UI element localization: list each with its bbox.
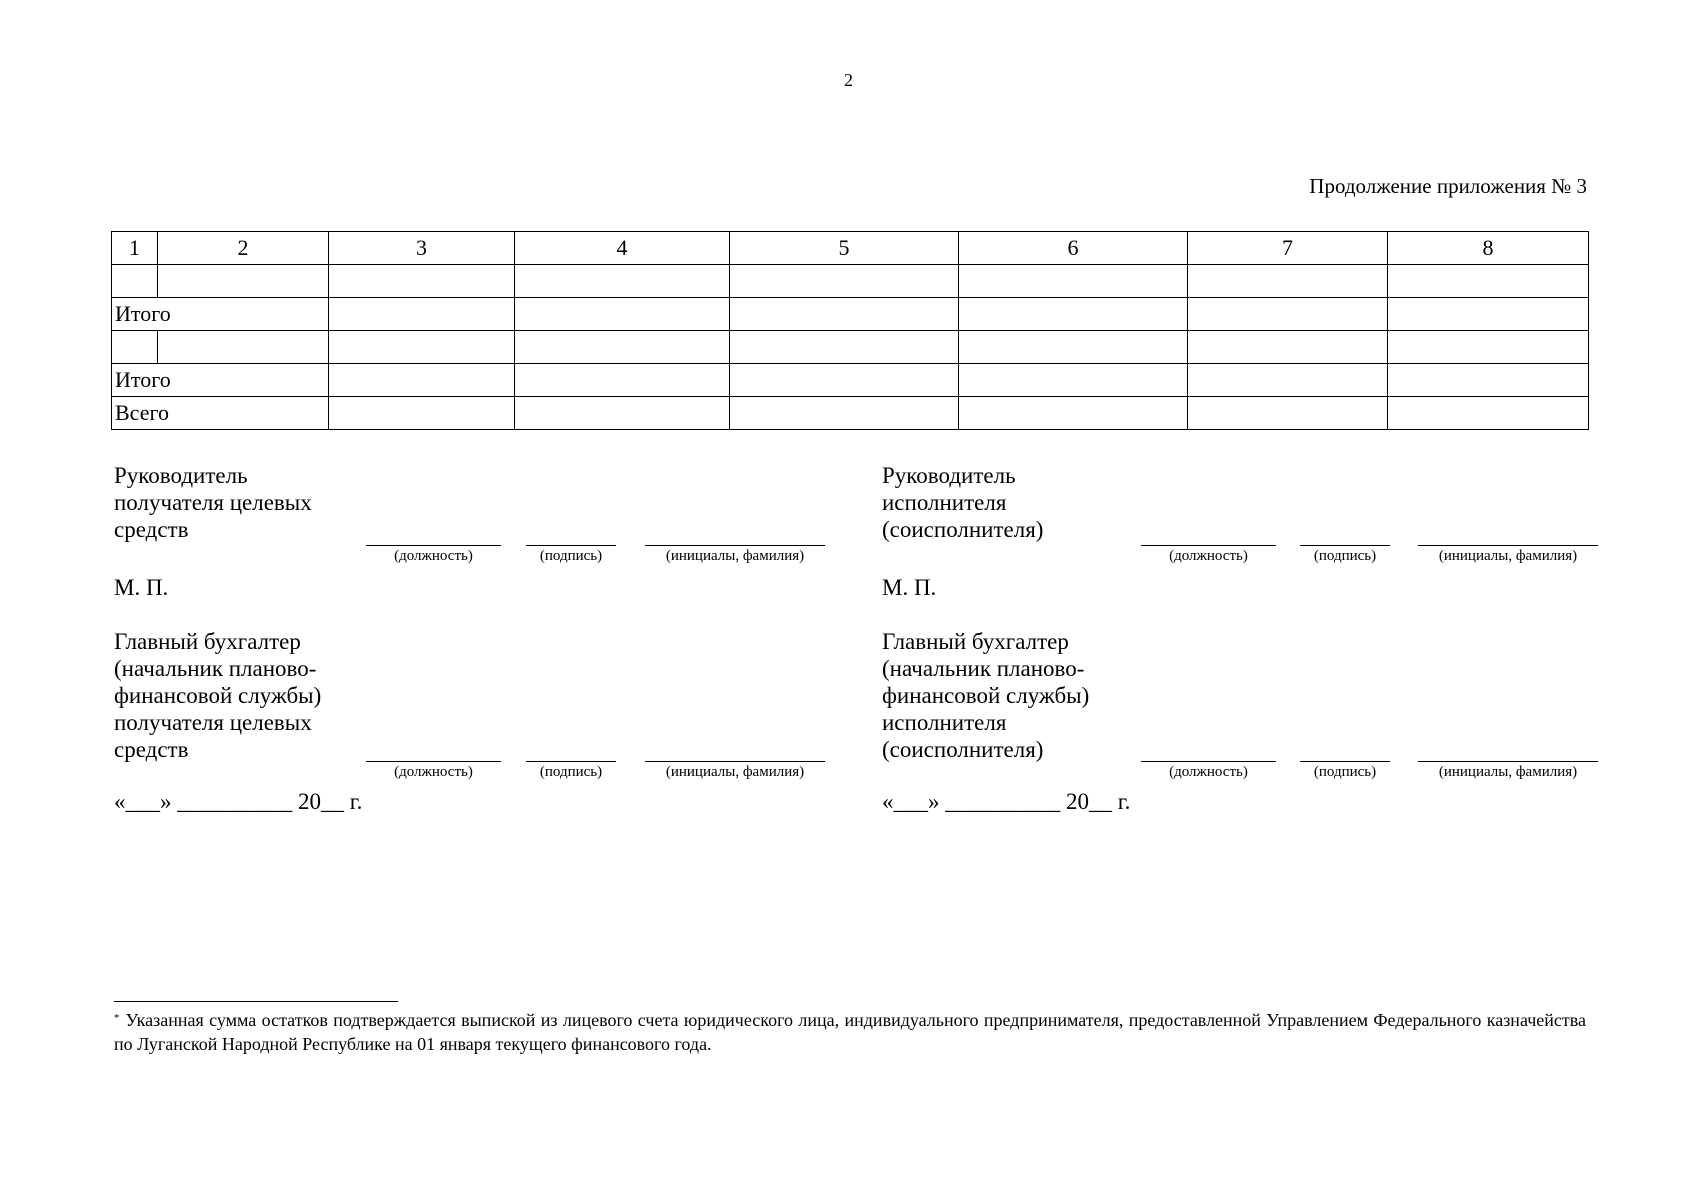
position-caption: (должность) — [1169, 548, 1248, 564]
report-table — [111, 231, 1589, 430]
table-cell[interactable] — [730, 265, 959, 298]
table-cell[interactable] — [959, 298, 1188, 331]
position-line[interactable] — [1141, 545, 1276, 546]
name-line[interactable] — [645, 761, 825, 762]
signature-caption: (подпись) — [539, 548, 603, 564]
table-cell[interactable] — [730, 298, 959, 331]
table-cell[interactable] — [515, 331, 730, 364]
column-header: 6 — [959, 232, 1188, 265]
table-cell[interactable] — [329, 265, 515, 298]
footnote-marker: * — [114, 1012, 120, 1024]
table-cell[interactable] — [515, 364, 730, 397]
page-number: 2 — [844, 70, 853, 90]
table-cell[interactable] — [515, 265, 730, 298]
table-cell[interactable] — [112, 265, 158, 298]
column-header: 5 — [730, 232, 959, 265]
position-caption: (должность) — [394, 764, 473, 780]
table-cell[interactable] — [730, 331, 959, 364]
column-header: 8 — [1388, 232, 1589, 265]
table-cell[interactable] — [1188, 298, 1388, 331]
table-cell[interactable] — [1388, 397, 1589, 430]
left-head-label: Руководитель получателя целевых средств — [114, 463, 312, 542]
column-header: 7 — [1188, 232, 1388, 265]
table-cell[interactable] — [158, 265, 329, 298]
total-row — [112, 397, 1589, 430]
table-cell[interactable] — [730, 364, 959, 397]
date-line[interactable]: «___» __________ 20__ г. — [114, 789, 363, 814]
table-cell[interactable] — [1388, 265, 1589, 298]
signature-line[interactable] — [526, 761, 616, 762]
table-cell[interactable] — [329, 298, 515, 331]
name-line[interactable] — [645, 545, 825, 546]
table-cell[interactable] — [329, 331, 515, 364]
column-header: 2 — [158, 232, 329, 265]
name-caption: (инициалы, фамилия) — [665, 548, 805, 564]
position-line[interactable] — [366, 761, 501, 762]
right-head-label: Руководитель исполнителя (соисполнителя) — [882, 463, 1044, 542]
table-cell[interactable] — [329, 397, 515, 430]
signature-caption: (подпись) — [539, 764, 603, 780]
table-cell[interactable] — [730, 397, 959, 430]
name-line[interactable] — [1418, 545, 1598, 546]
footnote-text: Указанная сумма остатков подтверждается выпиской из лицевого счета юридического лица, индивидуального предпринимателя, предоставленной Управлением Федерального казначейства по Луганской Народной Республике на 01 января текущего финансового года. — [114, 1010, 1586, 1054]
position-line[interactable] — [1141, 761, 1276, 762]
position-caption: (должность) — [394, 548, 473, 564]
appendix-title: Продолжение приложения № 3 — [1309, 174, 1587, 198]
subtotal-row — [112, 298, 1589, 331]
position-line[interactable] — [366, 545, 501, 546]
table-cell[interactable] — [515, 298, 730, 331]
table-cell[interactable] — [1388, 364, 1589, 397]
table-row — [112, 265, 1589, 298]
name-caption: (инициалы, фамилия) — [665, 764, 805, 780]
footnote — [114, 1008, 1586, 1056]
table-header-row — [112, 232, 1589, 265]
table-cell[interactable] — [1188, 331, 1388, 364]
column-header: 3 — [329, 232, 515, 265]
left-accountant-label: Главный бухгалтер (начальник планово- финансовой службы) получателя целевых средств — [114, 629, 322, 762]
signature-line[interactable] — [1300, 545, 1390, 546]
column-header: 4 — [515, 232, 730, 265]
signature-line[interactable] — [1300, 761, 1390, 762]
table-cell[interactable] — [959, 397, 1188, 430]
column-header: 1 — [112, 232, 158, 265]
table-cell[interactable] — [1388, 331, 1589, 364]
stamp-place: М. П. — [882, 575, 937, 600]
table-cell[interactable] — [959, 364, 1188, 397]
table-row — [112, 331, 1589, 364]
table-cell[interactable] — [112, 331, 158, 364]
table-cell[interactable] — [158, 331, 329, 364]
name-caption: (инициалы, фамилия) — [1438, 764, 1578, 780]
table-cell[interactable] — [959, 331, 1188, 364]
right-accountant-label: Главный бухгалтер (начальник планово- финансовой службы) исполнителя (соисполнителя) — [882, 629, 1090, 762]
subtotal-row — [112, 364, 1589, 397]
signature-caption: (подпись) — [1313, 548, 1377, 564]
footnote-divider — [114, 1001, 398, 1002]
signature-line[interactable] — [526, 545, 616, 546]
subtotal-label: Итого — [112, 298, 329, 331]
table-cell[interactable] — [515, 397, 730, 430]
table-cell[interactable] — [329, 364, 515, 397]
stamp-place: М. П. — [114, 575, 169, 600]
subtotal-label: Итого — [112, 364, 329, 397]
table-cell[interactable] — [1188, 265, 1388, 298]
total-label: Всего — [112, 397, 329, 430]
name-line[interactable] — [1418, 761, 1598, 762]
table-cell[interactable] — [1188, 397, 1388, 430]
date-line[interactable]: «___» __________ 20__ г. — [882, 789, 1131, 814]
table-cell[interactable] — [1188, 364, 1388, 397]
position-caption: (должность) — [1169, 764, 1248, 780]
name-caption: (инициалы, фамилия) — [1438, 548, 1578, 564]
table-cell[interactable] — [959, 265, 1188, 298]
table-cell[interactable] — [1388, 298, 1589, 331]
signature-caption: (подпись) — [1313, 764, 1377, 780]
